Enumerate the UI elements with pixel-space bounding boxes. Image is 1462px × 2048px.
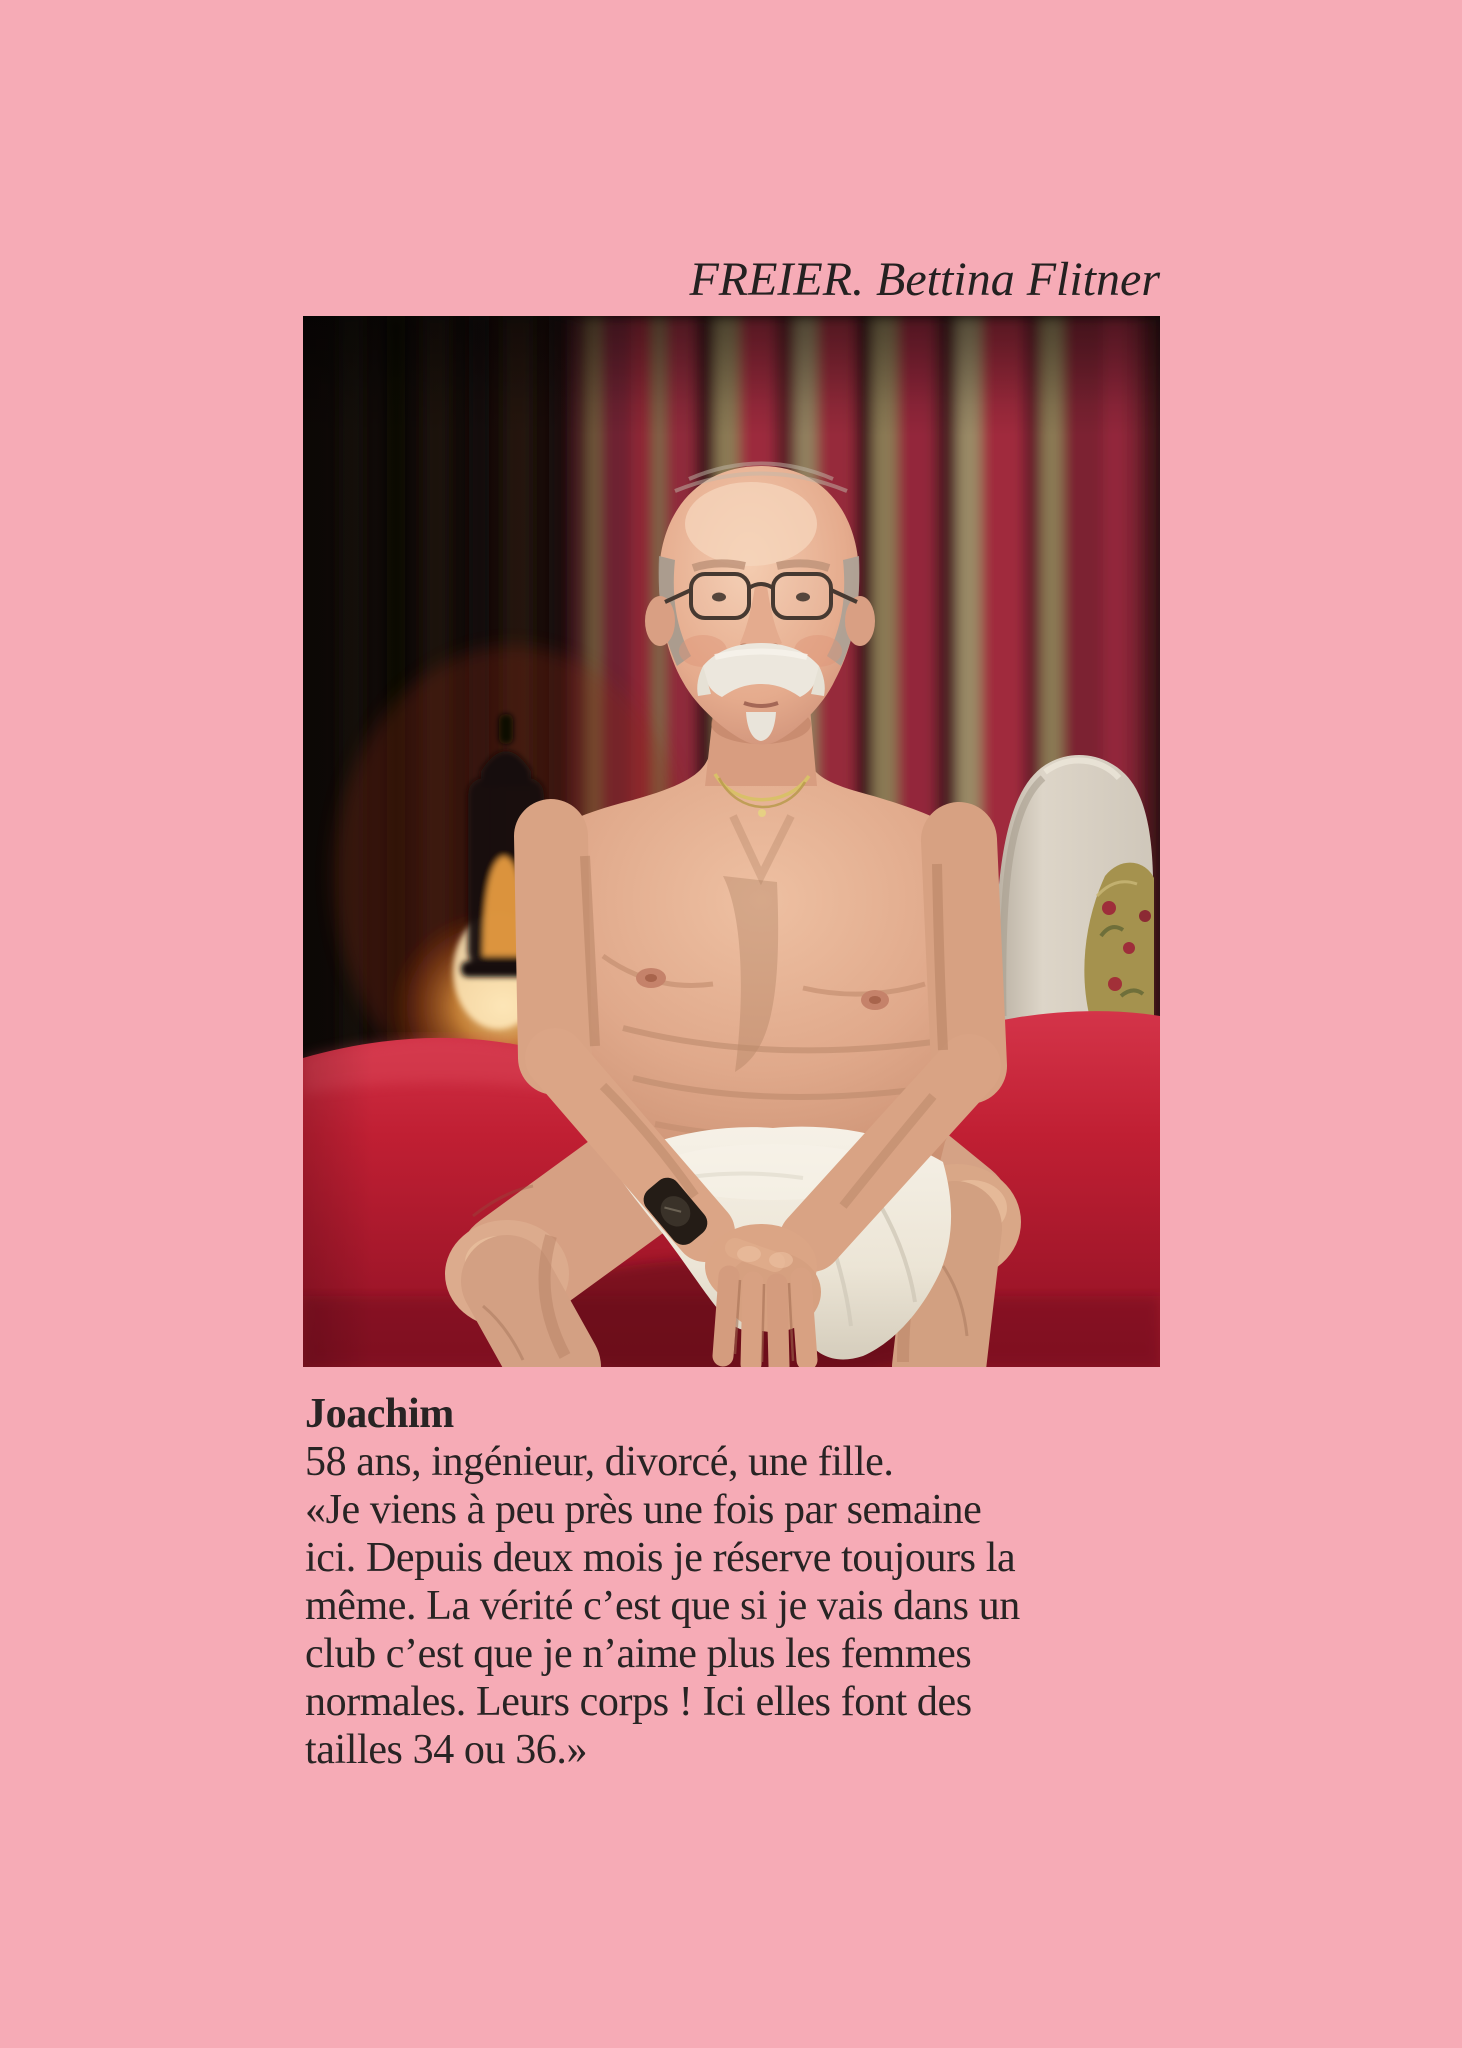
photograph [303,316,1160,1367]
left-upper-arm [551,836,555,1058]
caption-line: ici. Depuis deux mois je réserve toujours la [305,1535,1016,1581]
bald-crown-highlight [685,482,817,566]
right-eyebrow [777,563,829,568]
caption-block [305,1390,1020,1774]
caption-line: normales. Leurs corps ! Ici elles font des [305,1679,972,1725]
caption-line: tailles 34 ou 36.» [305,1727,588,1773]
right-upper-arm [959,840,969,1066]
right-ear [845,596,875,646]
photo-illustration [303,316,1160,1367]
caption-line: même. La vérité c’est que si je vais dans un [305,1583,1020,1629]
caption-line: 58 ans, ingénieur, divorcé, une fille. [305,1439,894,1485]
caption-line: «Je viens à peu près une fois par semaine [305,1487,982,1533]
person-name: Joachim [305,1391,454,1437]
left-eyebrow [693,563,745,568]
photo-credit: FREIER. Bettina Flitner [689,253,1160,306]
clasped-hands [705,1224,821,1366]
left-ear [645,596,675,646]
caption-line: club c’est que je n’aime plus les femmes [305,1631,972,1677]
